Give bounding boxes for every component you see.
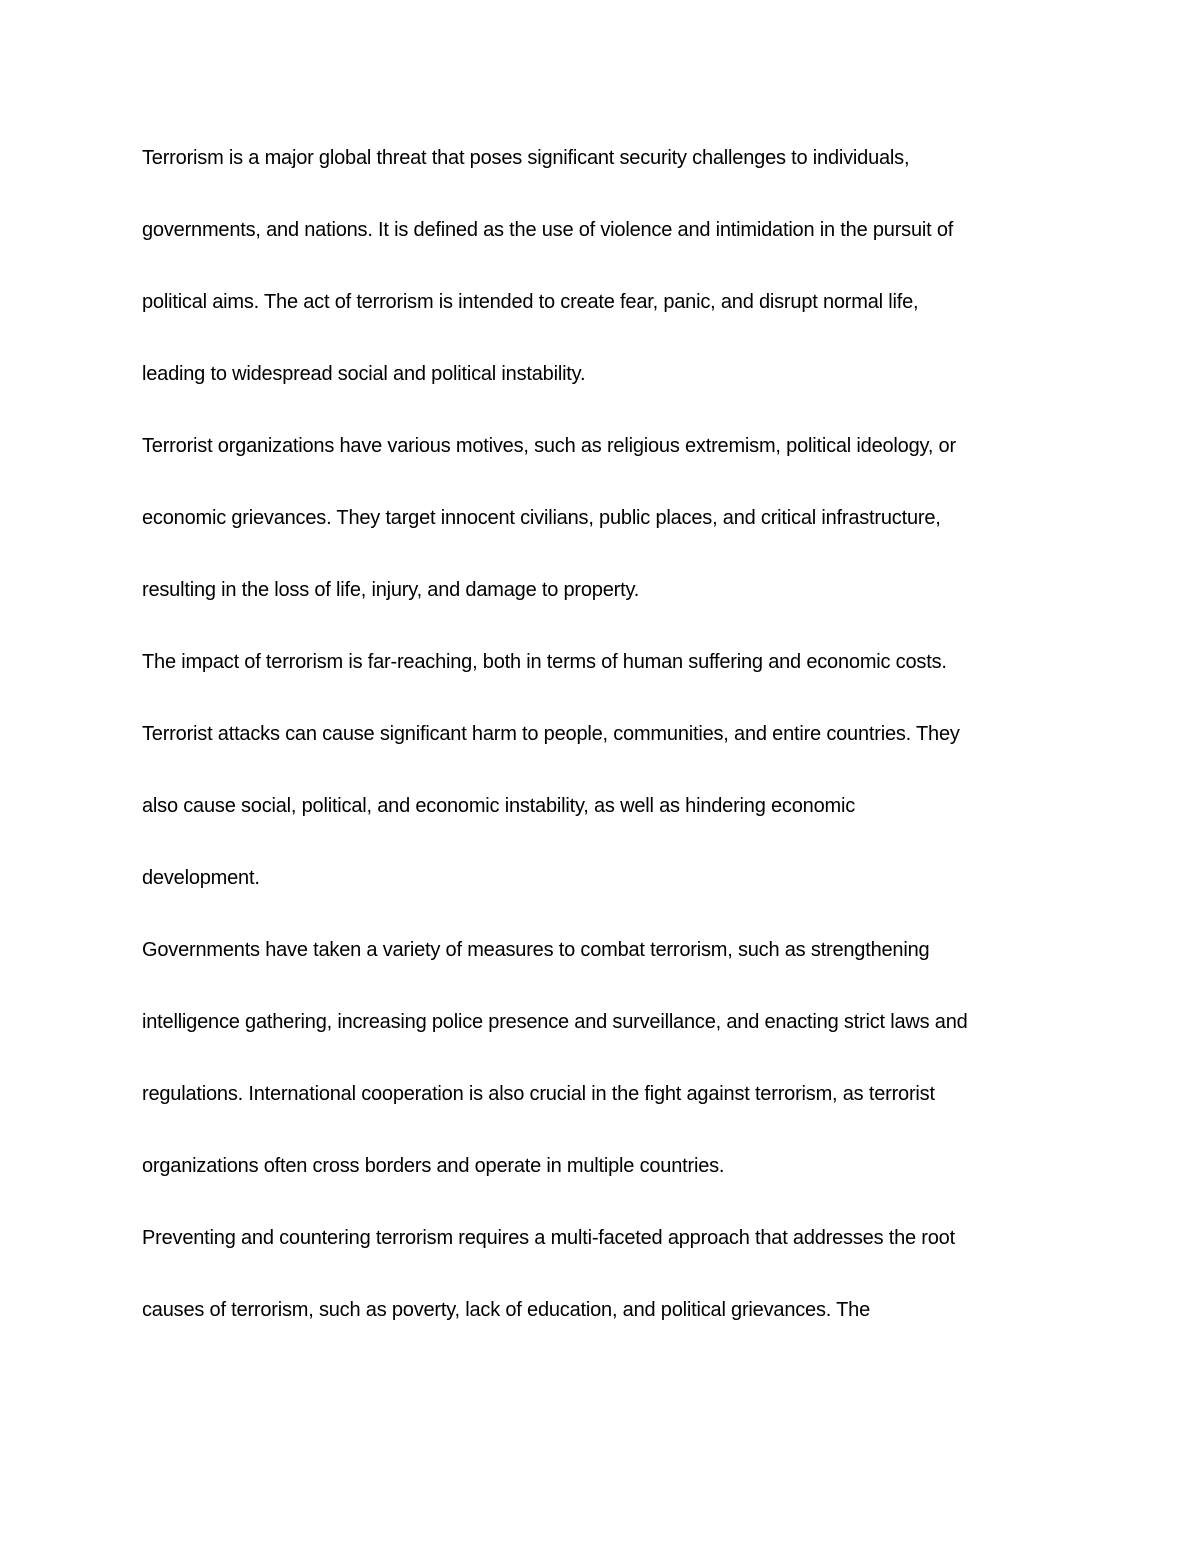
text-line: Governments have taken a variety of measures to combat terrorism, such as strengthening — [142, 939, 930, 961]
text-line: leading to widespread social and political instability. — [142, 363, 586, 385]
text-line: intelligence gathering, increasing police presence and surveillance, and enacting strict laws and — [142, 1011, 968, 1033]
text-line: regulations. International cooperation is also crucial in the fight against terrorism, as terrorist — [142, 1083, 935, 1105]
document-body — [142, 138, 1062, 1362]
text-line: Terrorist attacks can cause significant harm to people, communities, and entire countries. They — [142, 723, 960, 745]
text-line: The impact of terrorism is far-reaching, both in terms of human suffering and economic costs. — [142, 651, 947, 673]
text-line: resulting in the loss of life, injury, and damage to property. — [142, 579, 640, 601]
text-line: governments, and nations. It is defined as the use of violence and intimidation in the pursuit of — [142, 219, 954, 241]
text-line: economic grievances. They target innocent civilians, public places, and critical infrastructure, — [142, 507, 941, 529]
text-line: political aims. The act of terrorism is intended to create fear, panic, and disrupt normal life, — [142, 291, 919, 313]
text-line: also cause social, political, and economic instability, as well as hindering economic — [142, 795, 856, 817]
text-line: development. — [142, 867, 260, 889]
text-line: Preventing and countering terrorism requires a multi-faceted approach that addresses the root — [142, 1227, 955, 1249]
text-line: organizations often cross borders and operate in multiple countries. — [142, 1155, 725, 1177]
text-line: causes of terrorism, such as poverty, lack of education, and political grievances. The — [142, 1299, 870, 1321]
text-line: Terrorism is a major global threat that poses significant security challenges to individuals, — [142, 147, 910, 169]
text-line: Terrorist organizations have various motives, such as religious extremism, political ideology, or — [142, 435, 956, 457]
